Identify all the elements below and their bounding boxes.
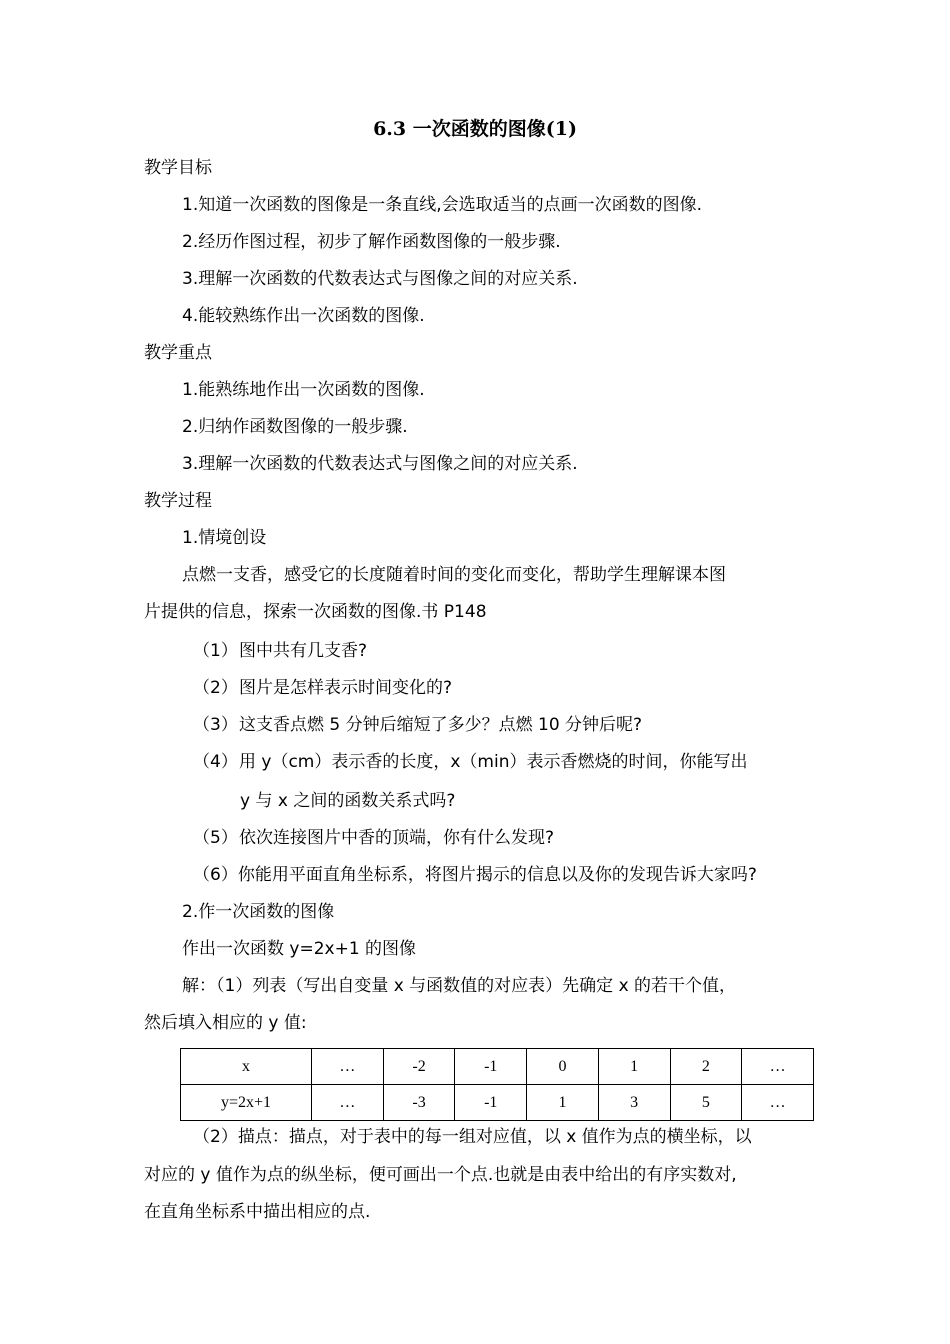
question-text: 依次连接图片中香的顶端，你有什么发现? xyxy=(239,828,555,848)
table-cell: … xyxy=(312,1085,384,1121)
page-title: 6.3 一次函数的图像(1) xyxy=(373,118,577,140)
goal-item: 4.能较熟练作出一次函数的图像. xyxy=(182,306,425,326)
paragraph-line: 然后填入相应的 y 值: xyxy=(144,1013,307,1033)
table-cell: 3 xyxy=(598,1085,670,1121)
table-cell: … xyxy=(742,1049,814,1085)
section-heading-keypoints: 教学重点 xyxy=(144,343,212,363)
question-item xyxy=(193,675,452,701)
table-cell: -2 xyxy=(383,1049,455,1085)
question-number: （1） xyxy=(193,641,238,661)
paragraph-line: 解：（1）列表（写出自变量 x 与函数值的对应表）先确定 x 的若干个值， xyxy=(182,976,737,996)
keypoint-item: 1.能熟练地作出一次函数的图像. xyxy=(182,380,425,400)
question-number: （2） xyxy=(193,678,238,698)
table-cell: -1 xyxy=(455,1085,527,1121)
goal-item: 3.理解一次函数的代数表达式与图像之间的对应关系. xyxy=(182,269,578,289)
table-cell: y=2x+1 xyxy=(181,1085,312,1121)
question-number: （4） xyxy=(193,752,238,772)
question-text: 这支香点燃 5 分钟后缩短了多少？点燃 10 分钟后呢? xyxy=(239,715,643,735)
goal-item: 2.经历作图过程，初步了解作函数图像的一般步骤. xyxy=(182,232,561,252)
table-cell: 1 xyxy=(527,1085,599,1121)
table-cell: -1 xyxy=(455,1049,527,1085)
keypoint-item: 3.理解一次函数的代数表达式与图像之间的对应关系. xyxy=(182,454,578,474)
table-cell: 5 xyxy=(670,1085,742,1121)
value-table xyxy=(180,1048,814,1121)
paragraph-line: 在直角坐标系中描出相应的点. xyxy=(144,1202,371,1222)
question-continuation: y 与 x 之间的函数关系式吗? xyxy=(240,791,456,811)
paragraph-line: （2）描点：描点，对于表中的每一组对应值，以 x 值作为点的横坐标，以 xyxy=(193,1127,752,1147)
step-heading: 2.作一次函数的图像 xyxy=(182,902,335,922)
paragraph-line: 点燃一支香，感受它的长度随着时间的变化而变化，帮助学生理解课本图 xyxy=(182,565,726,585)
goal-item: 1.知道一次函数的图像是一条直线,会选取适当的点画一次函数的图像. xyxy=(182,195,703,215)
question-item xyxy=(193,749,748,775)
table-cell: … xyxy=(312,1049,384,1085)
table-cell: 0 xyxy=(527,1049,599,1085)
step-heading: 1.情境创设 xyxy=(182,528,267,548)
paragraph-line: 对应的 y 值作为点的纵坐标，便可画出一个点.也就是由表中给出的有序实数对, xyxy=(144,1165,737,1185)
question-item: （6）你能用平面直角坐标系，将图片揭示的信息以及你的发现告诉大家吗? xyxy=(193,865,757,885)
table-cell: -3 xyxy=(383,1085,455,1121)
question-text: 用 y（cm）表示香的长度，x（min）表示香燃烧的时间，你能写出 xyxy=(239,752,748,772)
question-number: （5） xyxy=(193,828,238,848)
table-cell: 1 xyxy=(598,1049,670,1085)
table-cell: x xyxy=(181,1049,312,1085)
question-text: 图片是怎样表示时间变化的? xyxy=(239,678,453,698)
section-heading-process: 教学过程 xyxy=(144,491,212,511)
question-number: （3） xyxy=(193,715,238,735)
paragraph-line: 作出一次函数 y=2x+1 的图像 xyxy=(182,939,417,959)
keypoint-item: 2.归纳作函数图像的一般步骤. xyxy=(182,417,408,437)
question-item xyxy=(193,712,642,738)
question-item xyxy=(193,825,554,851)
table-cell: … xyxy=(742,1085,814,1121)
table-cell: 2 xyxy=(670,1049,742,1085)
section-heading-goals: 教学目标 xyxy=(144,158,212,178)
table-row xyxy=(181,1085,814,1121)
paragraph-line: 片提供的信息，探索一次函数的图像.书 P148 xyxy=(144,602,487,622)
question-item xyxy=(193,638,367,664)
table-row xyxy=(181,1049,814,1085)
question-text: 图中共有几支香? xyxy=(239,641,368,661)
